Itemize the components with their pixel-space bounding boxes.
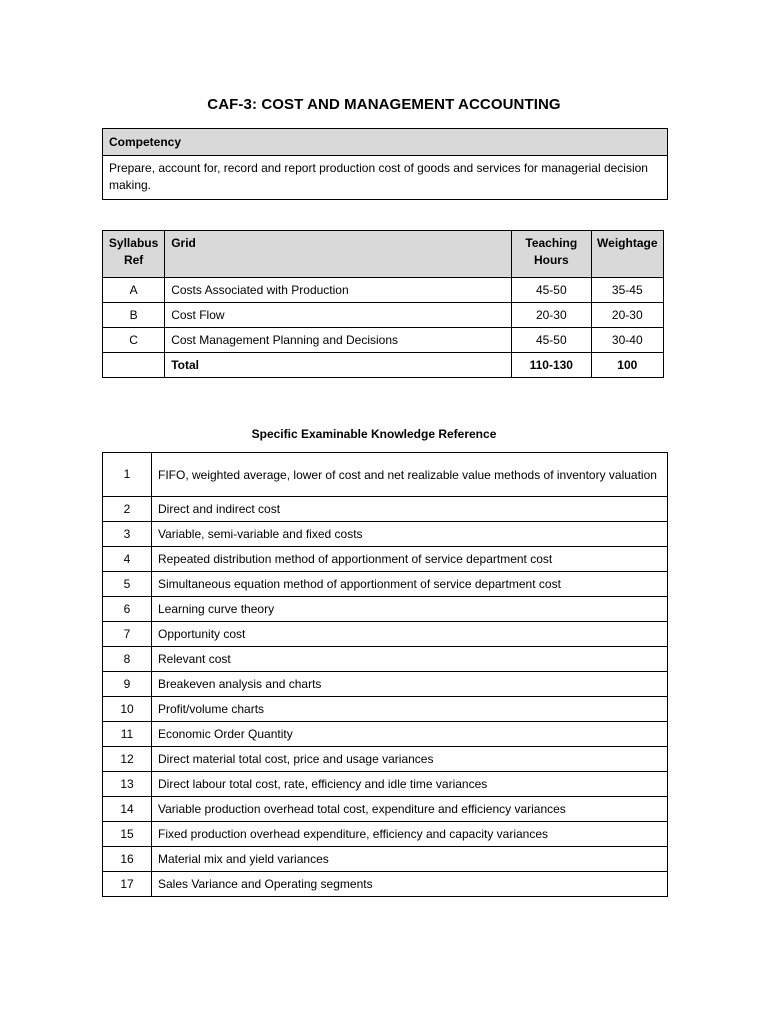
- item-number: 9: [103, 672, 152, 697]
- list-item: [103, 872, 668, 897]
- item-number: 17: [103, 872, 152, 897]
- item-text: Fixed production overhead expenditure, efficiency and capacity variances: [152, 822, 668, 847]
- total-row: [103, 353, 664, 378]
- header-grid: Grid: [165, 231, 512, 278]
- header-syllabus-ref: Syllabus Ref: [103, 231, 165, 278]
- item-text: Direct labour total cost, rate, efficiency and idle time variances: [152, 772, 668, 797]
- item-text: Economic Order Quantity: [152, 722, 668, 747]
- item-number: 10: [103, 697, 152, 722]
- list-item: [103, 647, 668, 672]
- cell-hours: 110-130: [512, 353, 592, 378]
- cell-grid: Total: [165, 353, 512, 378]
- item-text: Sales Variance and Operating segments: [152, 872, 668, 897]
- list-item: [103, 747, 668, 772]
- cell-hours: 20-30: [512, 303, 592, 328]
- item-text: Relevant cost: [152, 647, 668, 672]
- list-item: [103, 772, 668, 797]
- list-item: [103, 622, 668, 647]
- item-number: 15: [103, 822, 152, 847]
- list-item: [103, 522, 668, 547]
- table-row: [103, 303, 664, 328]
- cell-weightage: 100: [591, 353, 663, 378]
- item-number: 8: [103, 647, 152, 672]
- item-number: 13: [103, 772, 152, 797]
- list-item: [103, 797, 668, 822]
- list-item: [103, 572, 668, 597]
- knowledge-heading: Specific Examinable Knowledge Reference: [251, 427, 497, 441]
- item-number: 3: [103, 522, 152, 547]
- item-number: 16: [103, 847, 152, 872]
- item-number: 7: [103, 622, 152, 647]
- competency-table: [102, 128, 668, 200]
- list-item: [103, 453, 668, 497]
- cell-grid: Cost Flow: [165, 303, 512, 328]
- item-text: Breakeven analysis and charts: [152, 672, 668, 697]
- cell-weightage: 35-45: [591, 278, 663, 303]
- list-item: [103, 672, 668, 697]
- grid-header-row: [103, 231, 664, 278]
- item-text: FIFO, weighted average, lower of cost and net realizable value methods of inventory valuation: [152, 453, 668, 497]
- table-row: [103, 278, 664, 303]
- item-number: 1: [103, 453, 152, 497]
- list-item: [103, 497, 668, 522]
- header-weightage: Weightage: [591, 231, 663, 278]
- cell-ref: B: [103, 303, 165, 328]
- competency-text: Prepare, account for, record and report production cost of goods and services for managerial decision making.: [103, 156, 668, 200]
- cell-weightage: 20-30: [591, 303, 663, 328]
- header-teaching-hours: Teaching Hours: [512, 231, 592, 278]
- cell-grid: Cost Management Planning and Decisions: [165, 328, 512, 353]
- list-item: [103, 697, 668, 722]
- list-item: [103, 597, 668, 622]
- item-text: Material mix and yield variances: [152, 847, 668, 872]
- item-text: Learning curve theory: [152, 597, 668, 622]
- item-text: Direct material total cost, price and usage variances: [152, 747, 668, 772]
- item-number: 2: [103, 497, 152, 522]
- list-item: [103, 722, 668, 747]
- cell-hours: 45-50: [512, 278, 592, 303]
- list-item: [103, 847, 668, 872]
- list-item: [103, 822, 668, 847]
- item-number: 6: [103, 597, 152, 622]
- item-text: Repeated distribution method of apportionment of service department cost: [152, 547, 668, 572]
- item-number: 12: [103, 747, 152, 772]
- table-row: [103, 328, 664, 353]
- cell-grid: Costs Associated with Production: [165, 278, 512, 303]
- competency-heading: Competency: [103, 129, 668, 156]
- cell-ref: [103, 353, 165, 378]
- item-text: Profit/volume charts: [152, 697, 668, 722]
- cell-ref: C: [103, 328, 165, 353]
- cell-weightage: 30-40: [591, 328, 663, 353]
- page-title: CAF-3: COST AND MANAGEMENT ACCOUNTING: [207, 96, 561, 113]
- item-number: 5: [103, 572, 152, 597]
- item-number: 14: [103, 797, 152, 822]
- cell-hours: 45-50: [512, 328, 592, 353]
- item-number: 11: [103, 722, 152, 747]
- item-number: 4: [103, 547, 152, 572]
- item-text: Simultaneous equation method of apportionment of service department cost: [152, 572, 668, 597]
- knowledge-reference-table: [102, 452, 668, 897]
- syllabus-grid-table: [102, 230, 664, 378]
- item-text: Direct and indirect cost: [152, 497, 668, 522]
- cell-ref: A: [103, 278, 165, 303]
- item-text: Variable production overhead total cost, expenditure and efficiency variances: [152, 797, 668, 822]
- list-item: [103, 547, 668, 572]
- item-text: Opportunity cost: [152, 622, 668, 647]
- item-text: Variable, semi-variable and fixed costs: [152, 522, 668, 547]
